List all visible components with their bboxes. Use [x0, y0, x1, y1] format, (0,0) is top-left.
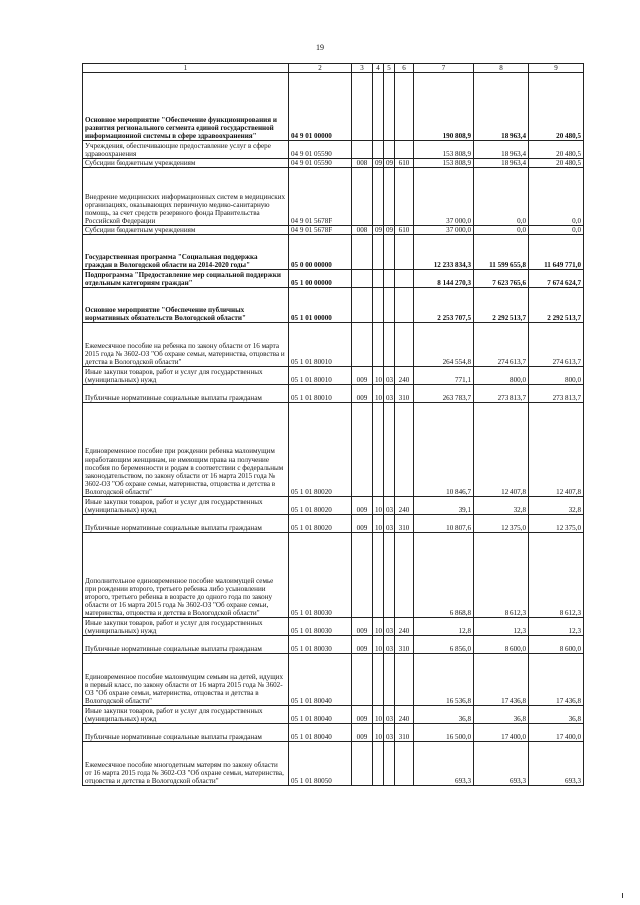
table-row	[83, 385, 584, 403]
header-col-6: 6	[395, 64, 414, 73]
cell-subsection-code	[384, 288, 395, 323]
cell-department-code	[352, 654, 373, 706]
cell-target-code: 04 9 01 05590	[289, 141, 352, 159]
cell-amount-col7: 6 856,0	[414, 636, 474, 654]
cell-name: Дополнительное единовременное пособие малоимущей семье при рождении второго, третьего ребенка либо усыновлении второго, третьего ребенка в возрасте до одного года по закону области от 16 марта 2015 года № 3602-ОЗ "Об охране семьи, материнства, отцовства и детства в Вологодской области"	[83, 533, 289, 618]
cell-name: Ежемесячное пособие многодетным матерям по закону области от 16 марта 2015 года № 3602-ОЗ "Об охране семьи, материнства, отцовства и детства в Вологодской области"	[83, 742, 289, 786]
cell-department-code: 009	[352, 515, 373, 533]
cell-name: Учреждения, обеспечивающие предоставление услуг в сфере здравоохранения	[83, 141, 289, 159]
cell-amount-col8: 11 599 655,8	[474, 235, 529, 270]
cell-expense-type-code	[395, 403, 414, 497]
cell-section-code: 10	[373, 497, 384, 515]
header-col-3: 3	[352, 64, 373, 73]
cell-name: Единовременное пособие при рождении ребенка малоимущим неработающим женщинам, не имеющим права на получение пособия по беременности и родам в соответствии с федеральным законодательством, по закону области от 16 марта 2015 года № 3602-ОЗ "Об охране семьи, материнства, отцовства и детства в Вологодской области"	[83, 403, 289, 497]
cell-amount-col7: 153 808,9	[414, 141, 474, 159]
cell-expense-type-code	[395, 141, 414, 159]
cell-amount-col8: 7 623 765,6	[474, 270, 529, 288]
table-row	[83, 270, 584, 288]
header-col-5: 5	[384, 64, 395, 73]
cell-subsection-code	[384, 323, 395, 367]
table-row	[83, 636, 584, 654]
cell-expense-type-code	[395, 742, 414, 786]
cell-amount-col9: 2 292 513,7	[529, 288, 584, 323]
cell-name: Основное мероприятие "Обеспечение публичных нормативных обязательств Вологодской области"	[83, 288, 289, 323]
header-col-1: 1	[83, 64, 289, 73]
cell-amount-col8: 0,0	[474, 168, 529, 226]
cell-section-code: 10	[373, 636, 384, 654]
table-row	[83, 73, 584, 141]
cell-amount-col7: 153 808,9	[414, 159, 474, 168]
header-col-9: 9	[529, 64, 584, 73]
cell-name: Подпрограмма "Предоставление мер социальной поддержки отдельным категориям граждан"	[83, 270, 289, 288]
cell-name: Иные закупки товаров, работ и услуг для государственных (муниципальных) нужд	[83, 706, 289, 724]
cell-target-code: 05 1 01 80020	[289, 403, 352, 497]
cell-department-code: 009	[352, 385, 373, 403]
cell-amount-col7: 263 783,7	[414, 385, 474, 403]
cell-expense-type-code: 240	[395, 367, 414, 385]
cell-subsection-code	[384, 742, 395, 786]
cell-amount-col9: 8 612,3	[529, 533, 584, 618]
cell-name: Ежемесячное пособие на ребенка по закону области от 16 марта 2015 года № 3602-ОЗ "Об охране семьи, материнства, отцовства и детства в Вологодской области"	[83, 323, 289, 367]
table-row	[83, 533, 584, 618]
table-row	[83, 497, 584, 515]
cell-amount-col9: 36,8	[529, 706, 584, 724]
cell-expense-type-code	[395, 235, 414, 270]
table-row	[83, 323, 584, 367]
cell-subsection-code: 03	[384, 367, 395, 385]
cell-subsection-code: 03	[384, 706, 395, 724]
cell-name: Иные закупки товаров, работ и услуг для государственных (муниципальных) нужд	[83, 618, 289, 636]
cell-expense-type-code	[395, 323, 414, 367]
cell-section-code	[373, 403, 384, 497]
cell-section-code	[373, 654, 384, 706]
table-row	[83, 226, 584, 235]
cell-name: Публичные нормативные социальные выплаты гражданам	[83, 385, 289, 403]
cell-amount-col8: 18 963,4	[474, 73, 529, 141]
cell-department-code	[352, 533, 373, 618]
cell-amount-col9: 20 480,5	[529, 159, 584, 168]
cell-subsection-code	[384, 235, 395, 270]
cell-target-code: 05 1 01 80020	[289, 497, 352, 515]
cell-expense-type-code: 240	[395, 497, 414, 515]
cell-subsection-code: 03	[384, 515, 395, 533]
cell-target-code: 05 1 01 80040	[289, 706, 352, 724]
cell-amount-col8: 2 292 513,7	[474, 288, 529, 323]
cell-name: Иные закупки товаров, работ и услуг для государственных (муниципальных) нужд	[83, 367, 289, 385]
cell-expense-type-code	[395, 168, 414, 226]
cell-section-code: 10	[373, 367, 384, 385]
cell-section-code	[373, 235, 384, 270]
cell-amount-col9: 12 407,8	[529, 403, 584, 497]
cell-amount-col7: 8 144 270,3	[414, 270, 474, 288]
cell-department-code	[352, 168, 373, 226]
cell-section-code: 10	[373, 618, 384, 636]
cell-expense-type-code	[395, 288, 414, 323]
cell-target-code: 04 9 01 00000	[289, 73, 352, 141]
table-row	[83, 159, 584, 168]
cell-section-code: 10	[373, 706, 384, 724]
cell-subsection-code	[384, 141, 395, 159]
page-number: 19	[316, 43, 324, 52]
cell-department-code	[352, 403, 373, 497]
cell-target-code: 05 0 00 00000	[289, 235, 352, 270]
cell-amount-col8: 8 600,0	[474, 636, 529, 654]
cell-name: Основное мероприятие "Обеспечение функционирования и развития регионального сегмента единой государственной информационной системы в сфере здравоохранения"	[83, 73, 289, 141]
header-col-4: 4	[373, 64, 384, 73]
cell-amount-col9: 273 813,7	[529, 385, 584, 403]
cell-department-code	[352, 742, 373, 786]
cell-amount-col8: 12 375,0	[474, 515, 529, 533]
cell-subsection-code: 09	[384, 159, 395, 168]
cell-expense-type-code: 610	[395, 226, 414, 235]
cell-target-code: 05 1 01 80030	[289, 618, 352, 636]
cell-section-code: 10	[373, 724, 384, 742]
table-row	[83, 742, 584, 786]
cell-amount-col9: 12 375,0	[529, 515, 584, 533]
cell-expense-type-code: 310	[395, 385, 414, 403]
cell-target-code: 05 1 01 80030	[289, 636, 352, 654]
cell-amount-col7: 264 554,8	[414, 323, 474, 367]
table-row	[83, 618, 584, 636]
cell-expense-type-code: 310	[395, 515, 414, 533]
cell-name: Публичные нормативные социальные выплаты гражданам	[83, 515, 289, 533]
table-row	[83, 288, 584, 323]
cell-subsection-code: 03	[384, 636, 395, 654]
cell-amount-col7: 12 233 834,3	[414, 235, 474, 270]
cell-amount-col7: 771,1	[414, 367, 474, 385]
cell-amount-col7: 36,8	[414, 706, 474, 724]
cell-amount-col7: 2 253 707,5	[414, 288, 474, 323]
cell-target-code: 05 1 01 80010	[289, 323, 352, 367]
cell-department-code: 008	[352, 226, 373, 235]
cell-target-code: 04 9 01 05590	[289, 159, 352, 168]
cell-target-code: 05 1 01 80010	[289, 367, 352, 385]
cell-target-code: 05 1 01 80040	[289, 654, 352, 706]
cell-amount-col7: 16 536,8	[414, 654, 474, 706]
cell-amount-col8: 17 436,8	[474, 654, 529, 706]
cell-amount-col8: 12,3	[474, 618, 529, 636]
cell-expense-type-code	[395, 73, 414, 141]
cell-expense-type-code: 310	[395, 636, 414, 654]
cell-amount-col9: 7 674 624,7	[529, 270, 584, 288]
cell-amount-col8: 8 612,3	[474, 533, 529, 618]
cell-amount-col9: 32,8	[529, 497, 584, 515]
cell-target-code: 05 1 01 80030	[289, 533, 352, 618]
cell-target-code: 05 1 00 00000	[289, 270, 352, 288]
cell-amount-col9: 0,0	[529, 226, 584, 235]
table-row	[83, 724, 584, 742]
cell-target-code: 04 9 01 5678F	[289, 226, 352, 235]
cell-amount-col8: 12 407,8	[474, 403, 529, 497]
cell-section-code	[373, 73, 384, 141]
cell-department-code: 009	[352, 367, 373, 385]
cell-amount-col8: 274 613,7	[474, 323, 529, 367]
cell-name: Государственная программа "Социальная поддержка граждан в Вологодской области на 2014-2020 годы"	[83, 235, 289, 270]
cell-department-code: 009	[352, 618, 373, 636]
table-row	[83, 403, 584, 497]
cell-subsection-code: 03	[384, 618, 395, 636]
cell-name: Субсидии бюджетным учреждениям	[83, 226, 289, 235]
cell-department-code	[352, 141, 373, 159]
cell-name: Иные закупки товаров, работ и услуг для государственных (муниципальных) нужд	[83, 497, 289, 515]
cell-name: Внедрение медицинских информационных систем в медицинских организациях, оказывающих первичную медико-санитарную помощь, за счет средств резервного фонда Правительства Российской Федерации	[83, 168, 289, 226]
cell-target-code: 05 1 01 80020	[289, 515, 352, 533]
cell-amount-col7: 10 846,7	[414, 403, 474, 497]
cell-department-code	[352, 288, 373, 323]
cell-expense-type-code	[395, 533, 414, 618]
cell-target-code: 05 1 01 80040	[289, 724, 352, 742]
table-row	[83, 168, 584, 226]
table-row	[83, 141, 584, 159]
cell-subsection-code: 03	[384, 497, 395, 515]
cell-expense-type-code: 610	[395, 159, 414, 168]
cell-amount-col8: 0,0	[474, 226, 529, 235]
cell-section-code	[373, 533, 384, 618]
cell-amount-col7: 37 000,0	[414, 226, 474, 235]
cell-expense-type-code: 240	[395, 618, 414, 636]
cell-amount-col8: 800,0	[474, 367, 529, 385]
cell-amount-col9: 274 613,7	[529, 323, 584, 367]
cell-expense-type-code: 240	[395, 706, 414, 724]
cell-amount-col8: 17 400,0	[474, 724, 529, 742]
cell-subsection-code	[384, 270, 395, 288]
cell-name: Субсидии бюджетным учреждениям	[83, 159, 289, 168]
cell-amount-col8: 32,8	[474, 497, 529, 515]
cell-subsection-code	[384, 403, 395, 497]
cell-name: Публичные нормативные социальные выплаты гражданам	[83, 724, 289, 742]
table-row	[83, 706, 584, 724]
cell-section-code	[373, 270, 384, 288]
cell-amount-col9: 0,0	[529, 168, 584, 226]
cell-name: Единовременное пособие малоимущим семьям на детей, идущих в первый класс, по закону области от 16 марта 2015 года № 3602-ОЗ "Об охране семьи, материнства, отцовства и детства в Вологодской области"	[83, 654, 289, 706]
table-row	[83, 235, 584, 270]
cell-amount-col9: 800,0	[529, 367, 584, 385]
cell-department-code: 009	[352, 706, 373, 724]
budget-table	[82, 63, 584, 786]
cell-section-code: 10	[373, 385, 384, 403]
cell-target-code: 04 9 01 5678F	[289, 168, 352, 226]
cell-amount-col7: 693,3	[414, 742, 474, 786]
cell-section-code	[373, 141, 384, 159]
cell-department-code	[352, 323, 373, 367]
cell-amount-col8: 18 963,4	[474, 141, 529, 159]
cell-amount-col9: 11 649 771,0	[529, 235, 584, 270]
cell-amount-col9: 693,3	[529, 742, 584, 786]
cell-expense-type-code: 310	[395, 724, 414, 742]
cell-name: Публичные нормативные социальные выплаты гражданам	[83, 636, 289, 654]
cell-department-code	[352, 270, 373, 288]
cell-department-code: 008	[352, 159, 373, 168]
cell-expense-type-code	[395, 654, 414, 706]
cell-amount-col7: 10 807,6	[414, 515, 474, 533]
cell-amount-col7: 12,8	[414, 618, 474, 636]
cell-amount-col7: 6 868,8	[414, 533, 474, 618]
header-col-7: 7	[414, 64, 474, 73]
cell-amount-col8: 18 963,4	[474, 159, 529, 168]
cell-subsection-code: 03	[384, 724, 395, 742]
cell-section-code	[373, 168, 384, 226]
cell-subsection-code	[384, 654, 395, 706]
cell-amount-col7: 39,1	[414, 497, 474, 515]
cell-subsection-code	[384, 73, 395, 141]
cell-amount-col9: 20 480,5	[529, 141, 584, 159]
cell-subsection-code	[384, 533, 395, 618]
cell-section-code: 09	[373, 159, 384, 168]
cell-section-code	[373, 323, 384, 367]
cell-department-code: 009	[352, 724, 373, 742]
cell-amount-col9: 17 436,8	[529, 654, 584, 706]
cell-amount-col8: 693,3	[474, 742, 529, 786]
header-col-8: 8	[474, 64, 529, 73]
cell-subsection-code: 09	[384, 226, 395, 235]
header-col-2: 2	[289, 64, 352, 73]
cell-section-code	[373, 742, 384, 786]
cell-amount-col7: 37 000,0	[414, 168, 474, 226]
cell-target-code: 05 1 01 80050	[289, 742, 352, 786]
cell-department-code: 009	[352, 497, 373, 515]
cell-amount-col9: 17 400,0	[529, 724, 584, 742]
cell-target-code: 05 1 01 00000	[289, 288, 352, 323]
cell-department-code	[352, 73, 373, 141]
cell-department-code	[352, 235, 373, 270]
table-row	[83, 654, 584, 706]
cell-subsection-code	[384, 168, 395, 226]
table-row	[83, 367, 584, 385]
cell-amount-col8: 273 813,7	[474, 385, 529, 403]
cell-amount-col7: 16 500,0	[414, 724, 474, 742]
cell-amount-col9: 8 600,0	[529, 636, 584, 654]
cell-section-code	[373, 288, 384, 323]
cell-subsection-code: 03	[384, 385, 395, 403]
cell-expense-type-code	[395, 270, 414, 288]
cell-amount-col9: 12,3	[529, 618, 584, 636]
cell-department-code: 009	[352, 636, 373, 654]
cell-section-code: 09	[373, 226, 384, 235]
table-row	[83, 515, 584, 533]
cell-amount-col7: 190 808,9	[414, 73, 474, 141]
scan-mark	[622, 893, 623, 898]
cell-amount-col9: 20 480,5	[529, 73, 584, 141]
cell-target-code: 05 1 01 80010	[289, 385, 352, 403]
table-header-row	[83, 64, 584, 73]
cell-section-code: 10	[373, 515, 384, 533]
cell-amount-col8: 36,8	[474, 706, 529, 724]
